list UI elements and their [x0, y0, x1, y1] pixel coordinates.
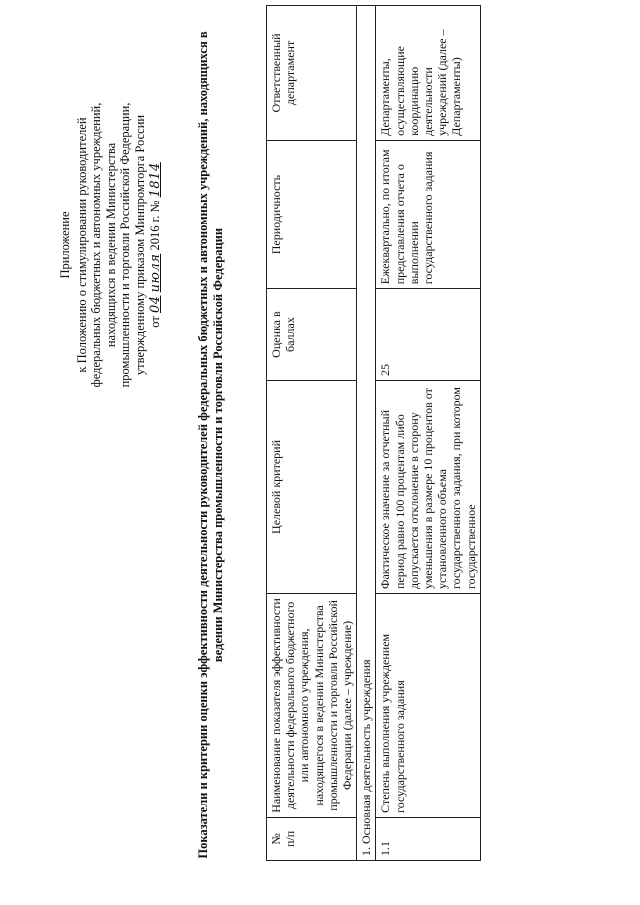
row-periodicity: Ежеквартально, по итогам представления отчета о выполнении государственного задания	[376, 140, 480, 288]
handwritten-order-number: 1814	[147, 162, 163, 198]
appendix-heading: Приложение	[58, 211, 72, 279]
header-periodicity: Периодичность	[267, 140, 357, 288]
handwritten-day: 04	[147, 295, 163, 314]
appendix-line: федеральных бюджетных и автономных учреждений,	[89, 102, 104, 388]
row-score: 25	[376, 289, 480, 381]
date-prefix: от	[147, 316, 162, 328]
header-responsible-department: Ответственный департамент	[267, 6, 357, 141]
section-title: 1. Основная деятельность учреждения	[357, 6, 376, 861]
appendix-date-line	[148, 55, 164, 435]
header-target-criterion: Целевой критерий	[267, 380, 357, 593]
header-number: № п/п	[267, 817, 357, 860]
date-year: 2016 г. №	[147, 200, 162, 251]
handwritten-month: июля	[147, 253, 163, 293]
appendix-line: промышленности и торговли Российской Федерации,	[118, 102, 133, 388]
row-target-criterion: Фактическое значение за отчетный период равно 100 процентам либо допускается отклонение в сторону уменьшения в размере 10 процентов от установленного объема государственного задания, при котором государственное	[376, 380, 480, 593]
document-title: Показатели и критерии оценки эффективности деятельности руководителей федеральных бюджетных и автономных учреждений, находящихся в ведении Министерства промышленности и торговли Российской Федерации	[196, 31, 225, 859]
header-score: Оценка в баллах	[267, 289, 357, 381]
appendix-line: утвержденному приказом Минпромторга России	[132, 114, 147, 376]
criteria-table	[266, 5, 481, 861]
appendix-block	[58, 55, 163, 435]
appendix-line: находящихся в ведении Министерства	[103, 142, 118, 348]
row-responsible-department: Департаменты, осуществляющие координацию деятельности учреждений (далее – Департаменты)	[376, 6, 480, 141]
header-indicator-name: Наименование показателя эффективности деятельности федерального бюджетного или автономного учреждения, находящегося в ведении Министерства промышленности и торговли Российской Федерации (далее – учреждение)	[267, 594, 357, 818]
row-number: 1.1	[376, 817, 480, 860]
table-row	[376, 6, 480, 861]
row-indicator-name: Степень выполнения учреждением государственного задания	[376, 594, 480, 818]
section-row	[357, 6, 376, 861]
table-header-row	[267, 6, 357, 861]
appendix-line: к Положению о стимулировании руководителей	[74, 117, 89, 373]
